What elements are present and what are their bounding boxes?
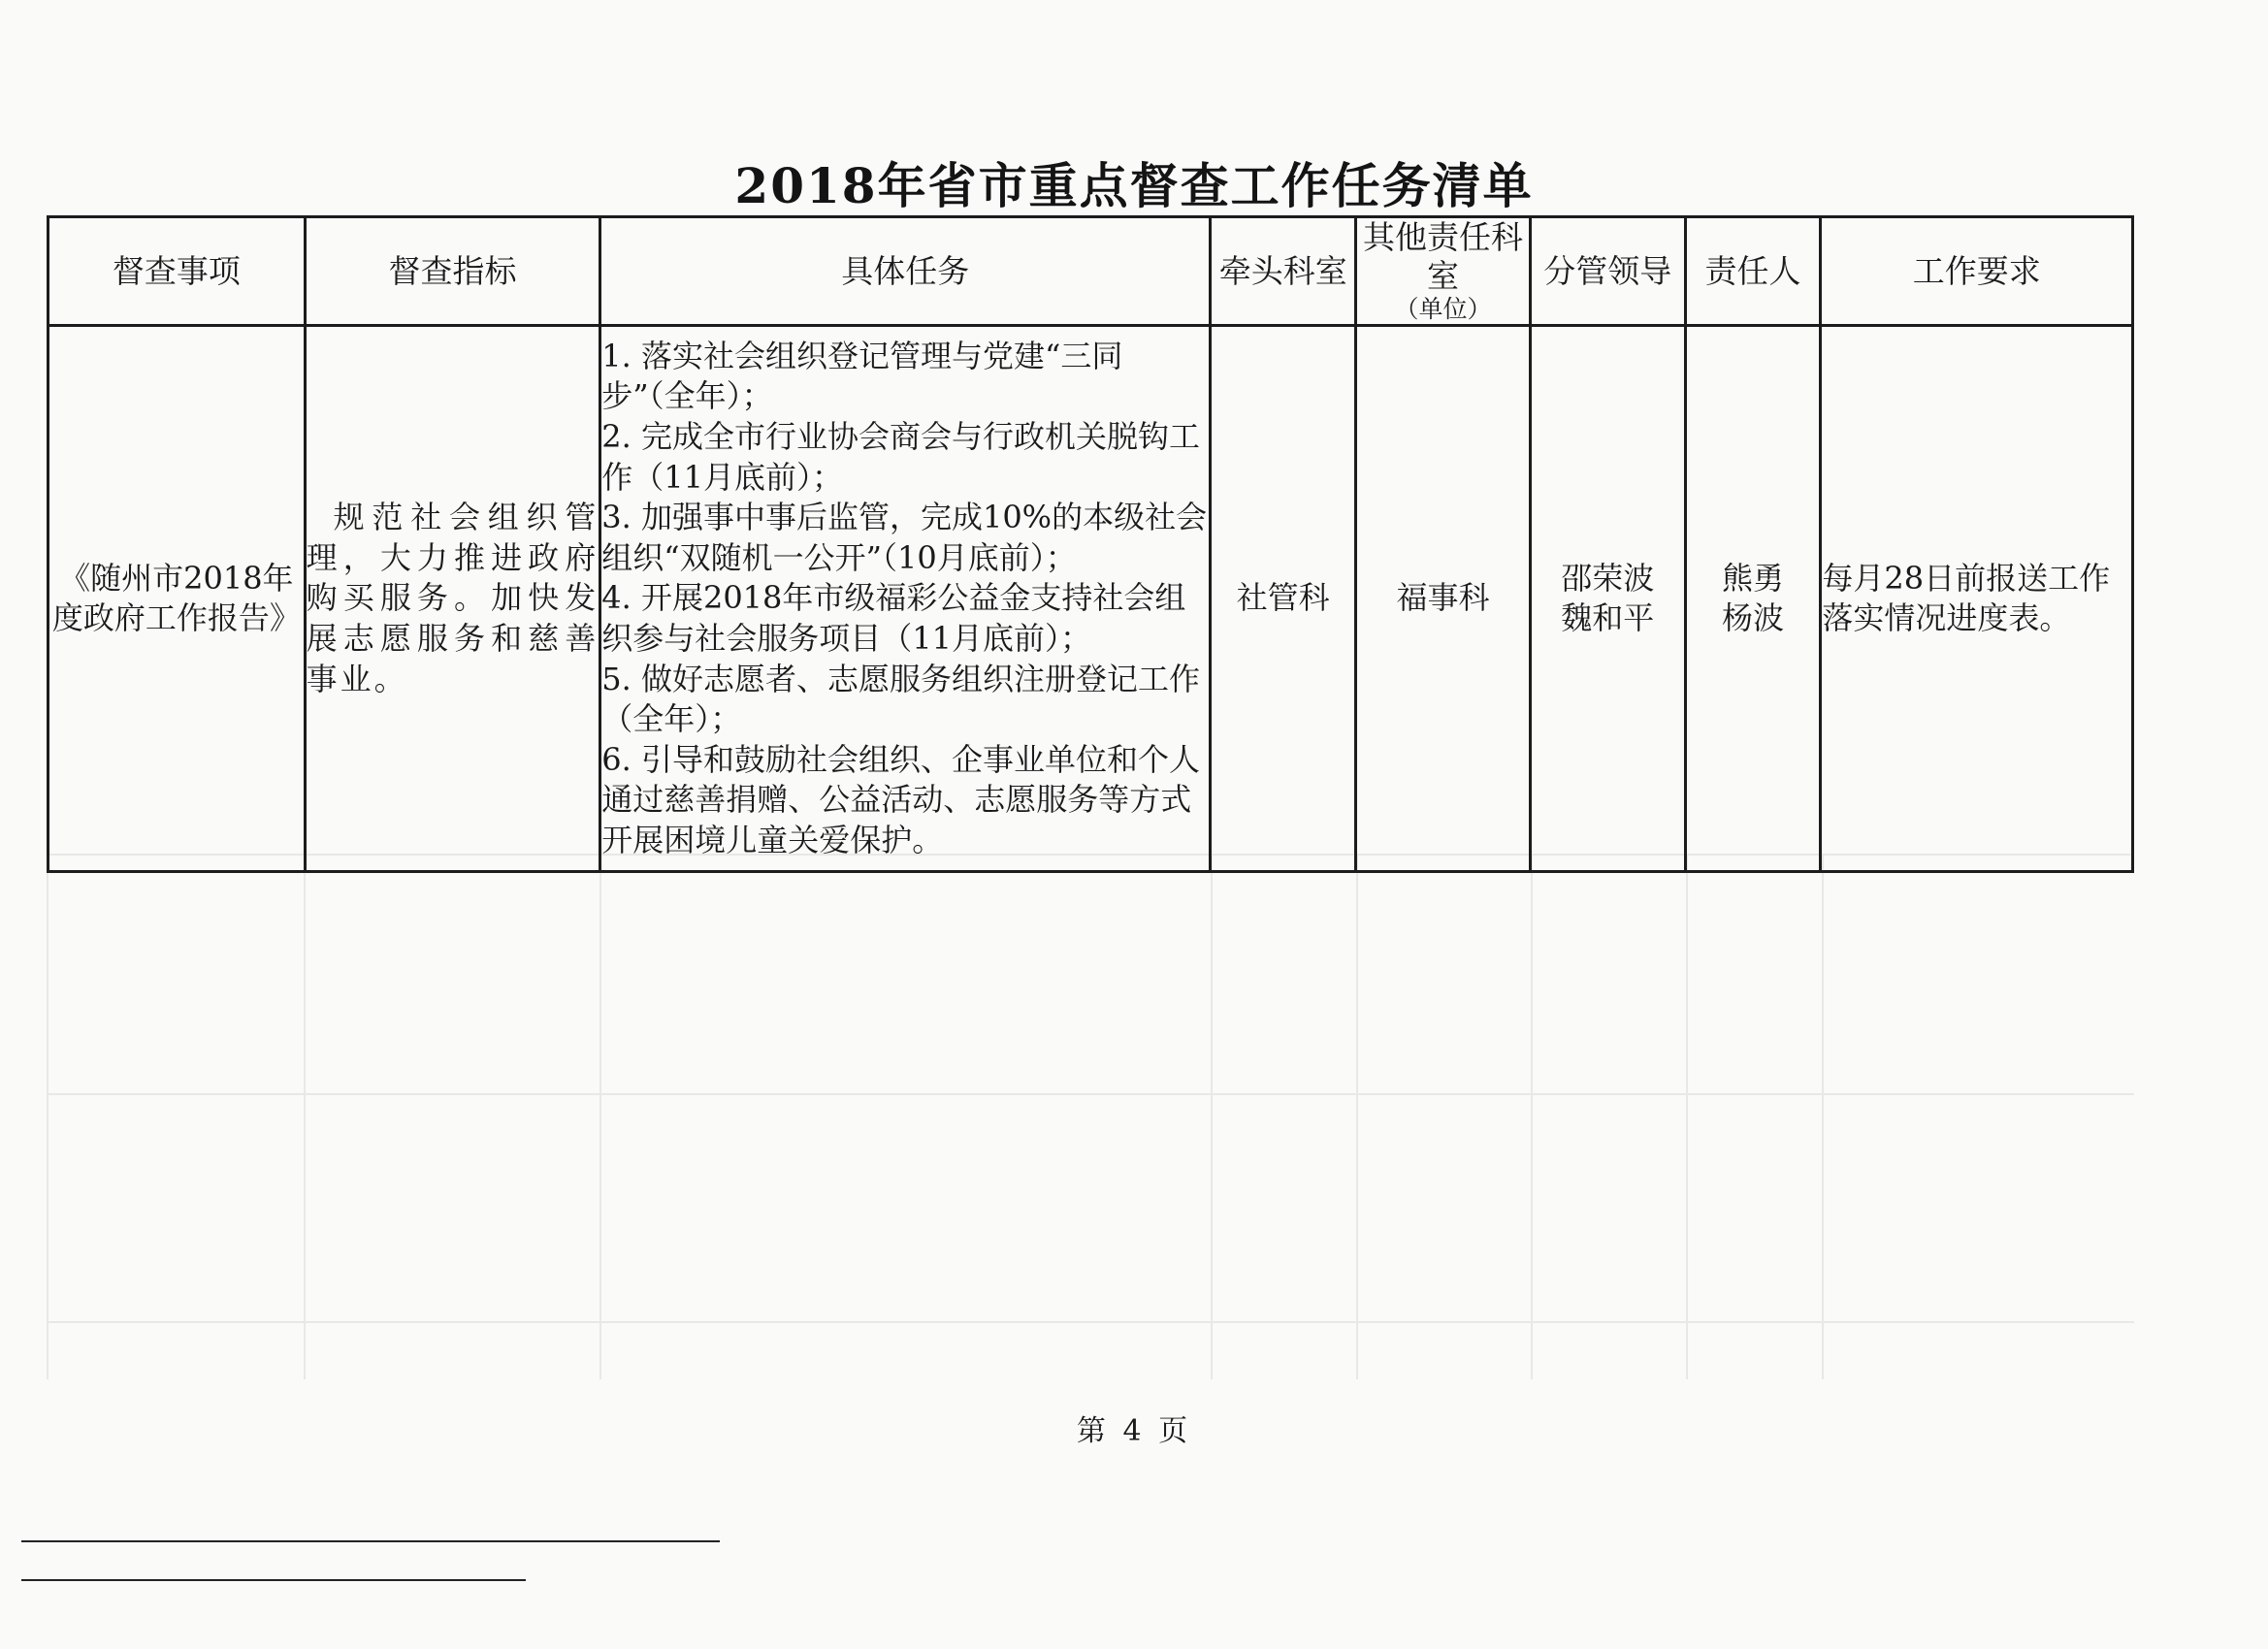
cell-item: 《随州市2018年度政府工作报告》 <box>49 326 306 872</box>
task-item-4: 4. 开展2018年市级福彩公益金支持社会组织参与社会服务项目（11月底前）； <box>601 579 1186 657</box>
cell-other-dept: 福事科 <box>1356 326 1531 872</box>
header-indicator: 督查指标 <box>305 217 600 326</box>
bottom-rule <box>21 1540 720 1542</box>
task-table <box>47 215 2134 873</box>
table-row <box>49 326 2133 872</box>
header-lead-dept: 牵头科室 <box>1211 217 1356 326</box>
header-leader: 分管领导 <box>1530 217 1685 326</box>
task-item-5: 5. 做好志愿者、志愿服务组织注册登记工作（全年）； <box>601 660 1200 738</box>
leader-name: 魏和平 <box>1561 599 1655 637</box>
cell-lead-dept: 社管科 <box>1211 326 1356 872</box>
header-requirement: 工作要求 <box>1821 217 2133 326</box>
responsible-name: 熊勇 <box>1722 559 1785 597</box>
responsible-name: 杨波 <box>1722 599 1785 637</box>
header-other-dept-main: 其他责任科室 <box>1362 218 1523 295</box>
cell-tasks <box>600 326 1211 872</box>
cell-requirement: 每月28日前报送工作落实情况进度表。 <box>1821 326 2133 872</box>
leader-name: 邵荣波 <box>1561 559 1655 597</box>
header-item: 督查事项 <box>49 217 306 326</box>
show-through-ghost-grid <box>47 854 2134 1379</box>
indicator-text: 规范社会组织管理，大力推进政府购买服务。加快发展志愿服务和慈善事业。 <box>306 499 599 697</box>
bottom-rule <box>21 1579 526 1581</box>
task-item-6: 6. 引导和鼓励社会组织、企事业单位和个人通过慈善捐赠、公益活动、志愿服务等方式开展困境儿童关爱保护。 <box>601 740 1200 858</box>
header-responsible: 责任人 <box>1685 217 1821 326</box>
page-number: 第 4 页 <box>1076 1414 1192 1448</box>
cell-responsible <box>1685 326 1821 872</box>
document-title: 2018年省市重点督查工作任务清单 <box>734 157 1534 214</box>
header-other-dept <box>1356 217 1531 326</box>
header-other-dept-sub: （单位） <box>1394 295 1492 324</box>
header-tasks: 具体任务 <box>600 217 1211 326</box>
task-item-3: 3. 加强事中事后监管，完成10%的本级社会组织“双随机一公开”（10月底前）； <box>601 499 1208 576</box>
task-item-1: 1. 落实社会组织登记管理与党建“三同步”（全年）； <box>601 337 1123 415</box>
cell-leaders <box>1530 326 1685 872</box>
cell-indicator <box>305 326 600 872</box>
task-item-2: 2. 完成全市行业协会商会与行政机关脱钩工作（11月底前）； <box>601 418 1200 496</box>
table-header-row <box>49 217 2133 326</box>
